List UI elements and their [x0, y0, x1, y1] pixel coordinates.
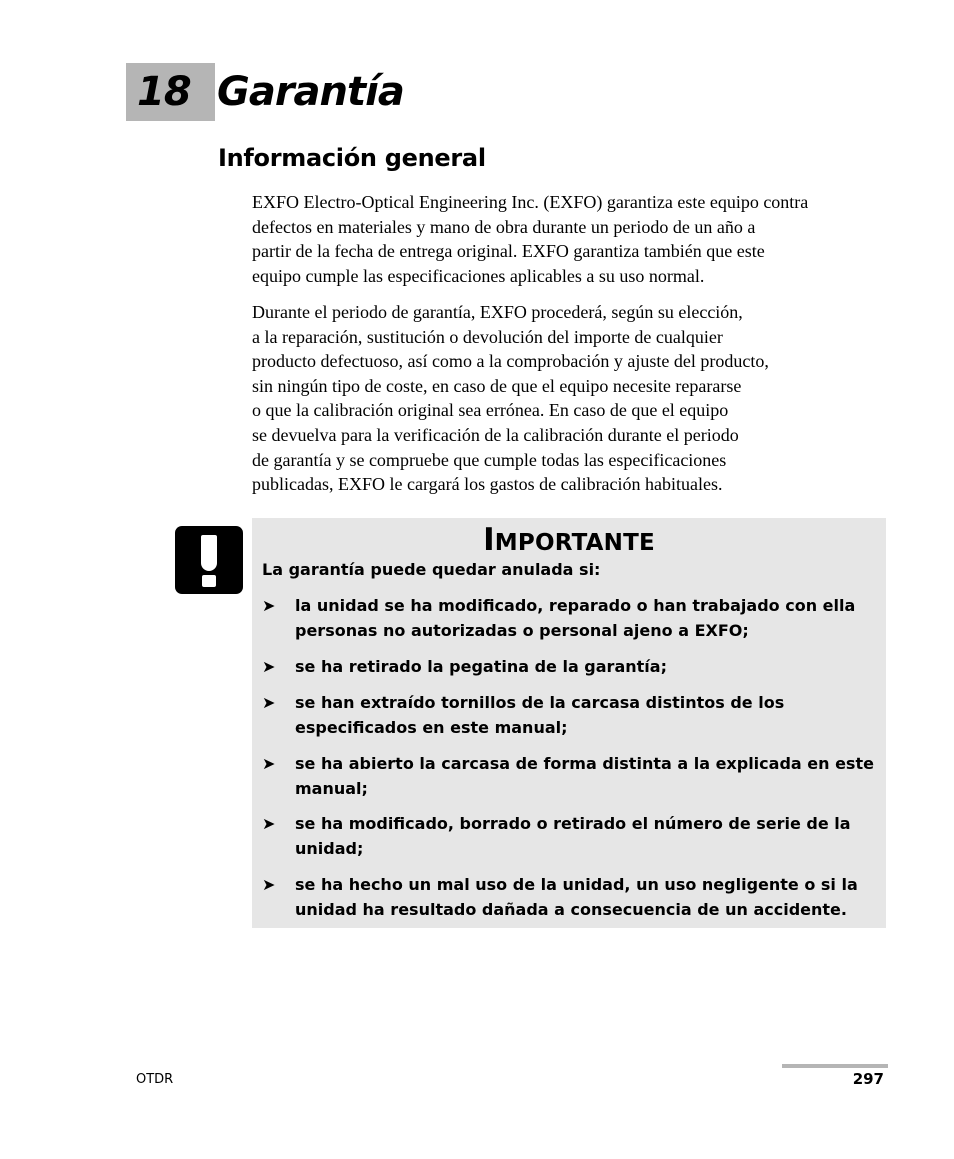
paragraph-line: Durante el periodo de garantía, EXFO procederá, según su elección, — [252, 302, 743, 322]
paragraph-line: EXFO Electro-Optical Engineering Inc. (EXFO) garantiza este equipo contra — [252, 192, 809, 212]
footer-product-name: OTDR — [136, 1072, 174, 1087]
chapter-number: 18 — [137, 69, 191, 115]
important-title-rest: MPORTANTE — [494, 530, 655, 556]
paragraph-line: a la reparación, sustitución o devolución del importe de cualquier — [252, 326, 723, 347]
warranty-paragraph-2 — [252, 300, 892, 497]
list-item-line: especificados en este manual; — [295, 717, 568, 737]
list-item — [262, 752, 878, 801]
paragraph-line: se devuelva para la verificación de la calibración durante el periodo — [252, 424, 739, 445]
exclamation-icon — [175, 526, 243, 594]
important-notice — [252, 518, 886, 928]
list-item-line: unidad ha resultado dañada a consecuencia de un accidente. — [295, 899, 847, 919]
warranty-paragraph-1 — [252, 190, 892, 288]
paragraph-line: producto defectuoso, así como a la comprobación y ajuste del producto, — [252, 351, 769, 372]
paragraph-line: defectos en materiales y mano de obra durante un periodo de un año a — [252, 216, 756, 237]
chapter-title: Garantía — [217, 69, 404, 115]
paragraph-line: sin ningún tipo de coste, en caso de que el equipo necesite repararse — [252, 375, 742, 396]
arrow-bullet-icon: ➤ — [262, 875, 276, 894]
list-item — [262, 594, 878, 643]
list-item — [262, 812, 878, 861]
exclamation-bar — [201, 535, 217, 571]
important-title-initial: I — [483, 522, 495, 558]
arrow-bullet-icon: ➤ — [262, 754, 276, 773]
list-item — [262, 873, 878, 922]
list-item — [262, 655, 878, 680]
list-item-line: se han extraído tornillos de la carcasa distintos de los — [295, 693, 785, 712]
list-item-line: manual; — [295, 778, 368, 798]
paragraph-line: partir de la fecha de entrega original. EXFO garantiza también que este — [252, 241, 765, 262]
list-item-line: la unidad se ha modificado, reparado o han trabajado con ella — [295, 596, 856, 615]
list-item-line: se ha hecho un mal uso de la unidad, un uso negligente o si la — [295, 875, 858, 894]
paragraph-line: o que la calibración original sea errónea. En caso de que el equipo — [252, 400, 729, 421]
list-item-line: se ha retirado la pegatina de la garantía; — [295, 657, 667, 676]
page-number: 297 — [852, 1070, 884, 1088]
arrow-bullet-icon: ➤ — [262, 657, 276, 676]
important-intro: La garantía puede quedar anulada si: — [262, 560, 601, 579]
list-item-line: se ha abierto la carcasa de forma distinta a la explicada en este — [295, 754, 874, 773]
paragraph-line: de garantía y se compruebe que cumple todas las especificaciones — [252, 449, 727, 470]
arrow-bullet-icon: ➤ — [262, 693, 276, 712]
section-title: Información general — [218, 144, 486, 172]
arrow-bullet-icon: ➤ — [262, 814, 276, 833]
arrow-bullet-icon: ➤ — [262, 596, 276, 615]
paragraph-line: equipo cumple las especificaciones aplicables a su uso normal. — [252, 265, 705, 286]
exclamation-dot — [202, 575, 216, 587]
list-item-line: se ha modificado, borrado o retirado el número de serie de la — [295, 814, 851, 833]
list-item — [262, 691, 878, 740]
footer-rule — [782, 1064, 888, 1068]
list-item-line: personas no autorizadas o personal ajeno a EXFO; — [295, 620, 749, 640]
paragraph-line: publicadas, EXFO le cargará los gastos de calibración habituales. — [252, 474, 723, 495]
list-item-line: unidad; — [295, 838, 364, 858]
important-title — [252, 520, 886, 563]
